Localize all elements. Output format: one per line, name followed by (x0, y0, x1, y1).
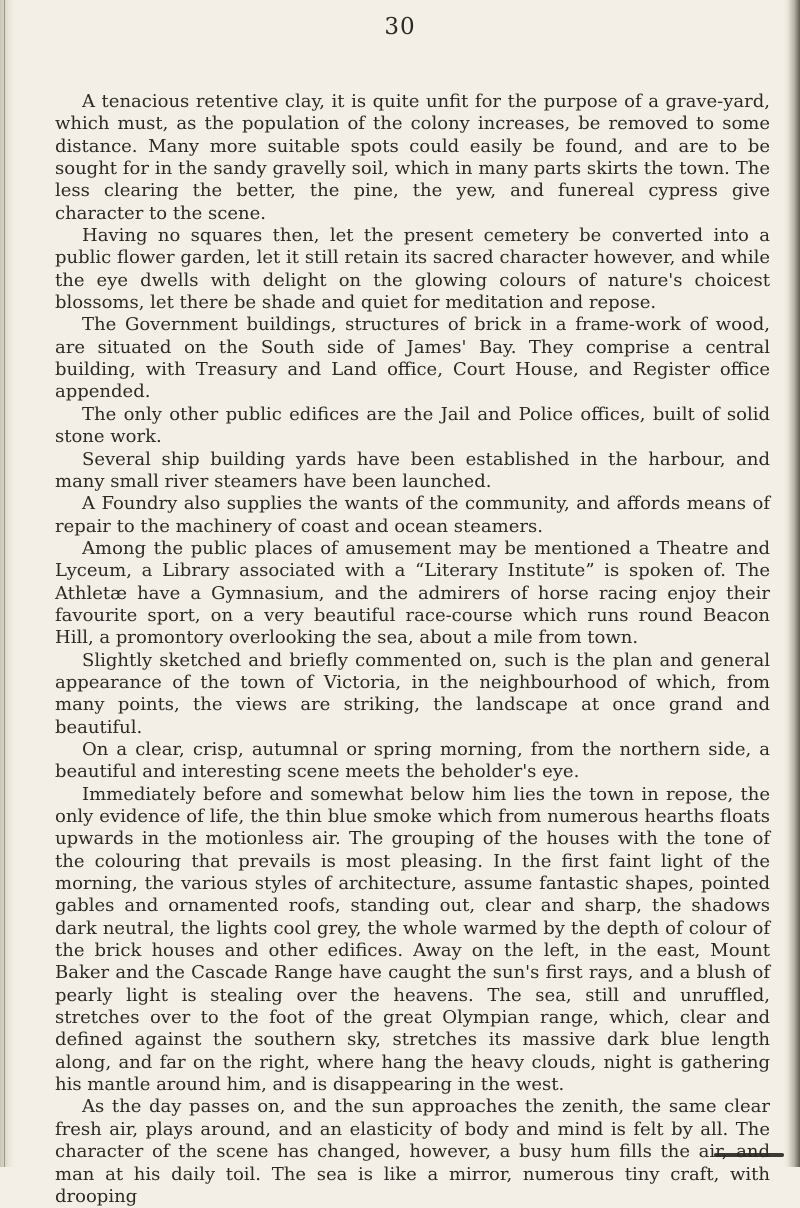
paragraph-amusements: Among the public places of amusement may be mentioned a Theatre and Lyceum, a Library associated with a “Literary Institute” is spoken of. The Athletæ have a Gymnasium, and the admirers of horse racing enjoy their favourite sport, on a very beautiful race-course which runs round Beacon Hill, a promontory overlooking the sea, about a mile from town. (55, 537, 770, 649)
page-left-edge (0, 0, 14, 1167)
paragraph-cemetery-clay: A tenacious retentive clay, it is quite unfit for the purpose of a grave-yard, which must, as the population of the colony increases, be removed to some distance. Many more suitable spots could easily be found, and are to be sought for in the sandy gravelly soil, which in many parts skirts the town. The less clearing the better, the pine, the yew, and funereal cypress give character to the scene. (55, 91, 770, 224)
paragraph-government-buildings: The Government buildings, structures of brick in a frame-work of wood, are situated on the South side of James' Bay. They comprise a central building, with Treasury and Land office, Court House, and Register office appended. (55, 314, 770, 403)
paragraph-town-plan: Slightly sketched and briefly commented on, such is the plan and general appearance of the town of Victoria, in the neighbourhood of which, from many points, the views are striking, the landscape at once grand and beautiful. (55, 649, 770, 738)
page-right-edge (784, 0, 800, 1167)
body-text (55, 91, 770, 1208)
paragraph-midday: As the day passes on, and the sun approaches the zenith, the same clear fresh air, plays around, and an elasticity of body and mind is felt by all. The character of the scene has changed, however, a busy hum fills the air, and man at his daily toil. The sea is like a mirror, numerous tiny craft, with drooping (55, 1096, 770, 1207)
paragraph-foundry: A Foundry also supplies the wants of the community, and affords means of repair to the machinery of coast and ocean steamers. (55, 493, 770, 537)
paragraph-ship-yards: Several ship building yards have been established in the harbour, and many small river steamers have been launched. (55, 448, 770, 492)
paragraph-public-edifices: The only other public edifices are the Jail and Police offices, built of solid stone work. (55, 403, 770, 448)
page-number: 30 (384, 14, 416, 40)
paragraph-morning-scene: On a clear, crisp, autumnal or spring morning, from the northern side, a beautiful and interesting scene meets the beholder's eye. (55, 738, 770, 783)
paragraph-flower-garden: Having no squares then, let the present cemetery be converted into a public flower garden, let it still retain its sacred character however, and while the eye dwells with delight on the glowing colours of nature's choicest blossoms, let there be shade and quiet for meditation and repose. (55, 225, 770, 314)
paragraph-town-in-repose: Immediately before and somewhat below him lies the town in repose, the only evidence of life, the thin blue smoke which from numerous hearths floats upwards in the motionless air. The grouping of the houses with the tone of the colouring that prevails is most pleasing. In the first faint light of the morning, the various styles of architecture, assume fantastic shapes, pointed gables and ornamented roofs, standing out, clear and sharp, the shadows dark neutral, the lights cool grey, the whole warmed by the depth of colour of the brick houses and other edifices. Away on the left, in the east, Mount Baker and the Cascade Range have caught the sun's first rays, and a blush of pearly light is stealing over the heavens. The sea, still and unruffled, stretches over to the foot of the great Olympian range, which, clear and defined against the southern sky, stretches its massive dark blue length along, and far on the right, where hang the heavy clouds, night is gathering his mantle around him, and is disappearing in the west. (55, 783, 770, 1096)
